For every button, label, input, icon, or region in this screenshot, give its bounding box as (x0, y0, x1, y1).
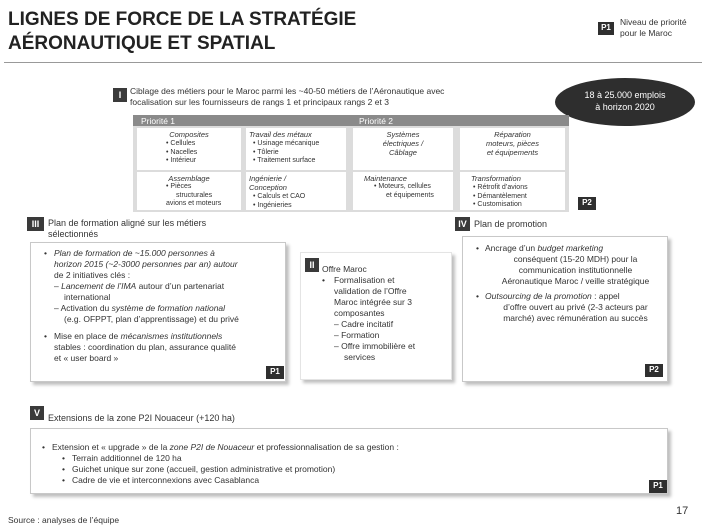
cell-maintenance-item-b: et équipements (386, 191, 434, 199)
cell-composites-item: • Cellules (166, 140, 238, 149)
cell-assemblage-item-a: Pièces (170, 183, 192, 190)
section-iii-heading-1: Plan de formation aligné sur les métiers (48, 218, 207, 228)
cell-ingenierie-title-1: Ingénierie / (249, 174, 287, 183)
cell-transformation-title: Transformation (471, 174, 521, 183)
cell-travail-item: • Traitement surface (253, 157, 343, 166)
cell-travail-title: Travail des métaux (249, 130, 312, 139)
cell-composites-title: Composites (169, 130, 209, 139)
legend-line-1: Niveau de priorité (620, 17, 687, 27)
section-i-line-1: Ciblage des métiers pour le Maroc parmi les ~40-50 métiers de l’Aéronautique avec (130, 86, 445, 96)
source-note: Source : analyses de l’équipe (8, 515, 120, 525)
section-iv-outsourcing: Outsourcing de la promotion (485, 291, 592, 301)
cell-maintenance-item-a: Moteurs, cellules (378, 183, 431, 190)
cell-assemblage-title: Assemblage (168, 174, 210, 183)
section-ii-content: Offre Maroc • Formalisation et validation de l’Offre Maroc intégrée sur 3 composantes – Cadre incitatif – Formation – Offre immobilière et services (322, 264, 452, 363)
section-v-item: Terrain additionnel de 120 ha (72, 453, 182, 463)
cell-reparation-title-3: et équipements (486, 148, 539, 157)
section-iii-heading (48, 218, 206, 240)
cell-ingenierie (246, 172, 346, 210)
cell-reparation (460, 128, 565, 170)
section-iv-budget: budget marketing (537, 243, 604, 253)
cell-transformation-item: • Démantèlement (473, 193, 562, 202)
section-v-item: Guichet unique sur zone (accueil, gestion administrative et promotion) (72, 464, 336, 474)
section-iii-ima: Lancement de l’IMA (61, 281, 137, 291)
cell-assemblage-item-b: structurales (176, 191, 213, 199)
section-iii-mecanismes: mécanismes institutionnels (120, 331, 223, 341)
cell-ingenierie-item: • Ingénieries (253, 202, 343, 211)
cell-systemes-title-1: Systèmes (386, 130, 420, 139)
oval-line-2: à horizon 2020 (595, 102, 655, 112)
cell-travail-item: • Tôlerie (253, 149, 343, 158)
section-v-zone: zone P2I de Nouaceur (169, 442, 255, 452)
cell-ingenierie-title-2: Conception (249, 183, 287, 192)
priority-1-header: Priorité 1 (133, 115, 349, 127)
title-line-2: AÉRONAUTIQUE ET SPATIAL (8, 33, 276, 54)
cell-composites-item: • Intérieur (166, 157, 238, 166)
section-v-item: Cadre de vie et interconnexions avec Casablanca (72, 475, 260, 485)
cell-reparation-title-2: moteurs, pièces (486, 139, 539, 148)
oval-line-1: 18 à 25.000 emplois (584, 90, 666, 100)
section-v-content: Extension et « upgrade » de la zone P2I de Nouaceur et professionnalisation de sa gestion : • Terrain additionnel de 120 ha • Guichet unique sur zone (accueil, gestion administrative et promotion) • Cadre de vie et interconnexions avec Casablanca (52, 442, 399, 485)
section-v-heading: Extensions de la zone P2I Nouaceur (+120 ha) (48, 413, 235, 423)
section-ii-numeral: II (305, 258, 319, 272)
cell-transformation-item: • Customisation (473, 201, 562, 210)
section-v-numeral: V (30, 406, 44, 420)
cell-reparation-title-1: Réparation (494, 130, 531, 139)
section-iv-content: • Ancrage d’un budget marketing conséquent (15-20 MDH) pour la communication institutionnelle Aéronautique Maroc / veille stratégique • Outsourcing de la promotion : appel d’offre ouvert au privé (2-3 acteurs par marché) avec rémunération au succès (476, 243, 650, 323)
section-iv-heading: Plan de promotion (474, 219, 548, 229)
cell-assemblage-item-c: avions et moteurs (166, 200, 222, 207)
section-iii-systeme-formation: système de formation national (111, 303, 226, 313)
section-i-numeral: I (113, 88, 127, 102)
cell-systemes-electriques (353, 128, 453, 170)
section-v-priority-badge: P1 (649, 480, 667, 493)
cell-composites-item: • Nacelles (166, 149, 238, 158)
legend-line-2: pour le Maroc (620, 28, 672, 38)
section-iv-numeral: IV (455, 217, 470, 231)
page-number: 17 (676, 505, 689, 517)
section-i-priority-badge: P2 (578, 197, 596, 210)
section-iii-content: Plan de formation de ~15.000 personnes à horizon 2015 (~2-3000 personnes par an) autour de 2 initiatives clés : – Lancement de l’IMA autour d’un partenariat international – Activation du système de formation national (e.g. OFPPT, plan d’apprentissage) et du privé Mise en place de mécanismes institutionnels stables : coordination du plan, assurance qualité et « user board » (54, 248, 282, 364)
cell-systemes-title-3: Câblage (389, 148, 417, 157)
employment-target-oval (555, 78, 695, 126)
cell-systemes-title-2: électriques / (382, 139, 424, 148)
cell-maintenance-title: Maintenance (364, 174, 407, 183)
title-divider (4, 62, 702, 63)
legend-text (620, 17, 705, 39)
title-line-1: LIGNES DE FORCE DE LA STRATÉGIE (8, 9, 357, 30)
section-iii-heading-2: sélectionnés (48, 229, 99, 239)
priority-2-header: Priorité 2 (349, 115, 569, 127)
page-title (8, 8, 428, 56)
cell-transformation (460, 172, 565, 210)
cell-assemblage-item: • Pièces structurales avions et moteurs (140, 183, 238, 209)
section-i-line-2: focalisation sur les fournisseurs de rangs 1 et principaux rangs 2 et 3 (130, 97, 389, 107)
section-iii-b1-line-1: Plan de formation de ~15.000 personnes à (54, 248, 215, 258)
cell-assemblage (137, 172, 241, 210)
section-iii-numeral: III (27, 217, 44, 231)
cell-ingenierie-item: • Calculs et CAO (253, 193, 343, 202)
cell-transformation-item: • Rétrofit d’avions (473, 184, 562, 193)
section-ii-heading: Offre Maroc (322, 264, 367, 274)
cell-composites (137, 128, 241, 170)
cell-travail-item: • Usinage mécanique (253, 140, 343, 149)
section-iii-b1-line-2: horizon 2015 (~2-3000 personnes par an) autour (54, 259, 238, 269)
legend-priority-badge: P1 (598, 22, 614, 35)
section-iv-priority-badge: P2 (645, 364, 663, 377)
cell-travail-metaux (246, 128, 346, 170)
section-iii-priority-badge: P1 (266, 366, 284, 379)
section-i-text (130, 86, 550, 108)
section-iii-b1-line-3: de 2 initiatives clés : (54, 270, 131, 280)
cell-maintenance: Maintenance • Moteurs, cellules et équipements (353, 172, 453, 210)
